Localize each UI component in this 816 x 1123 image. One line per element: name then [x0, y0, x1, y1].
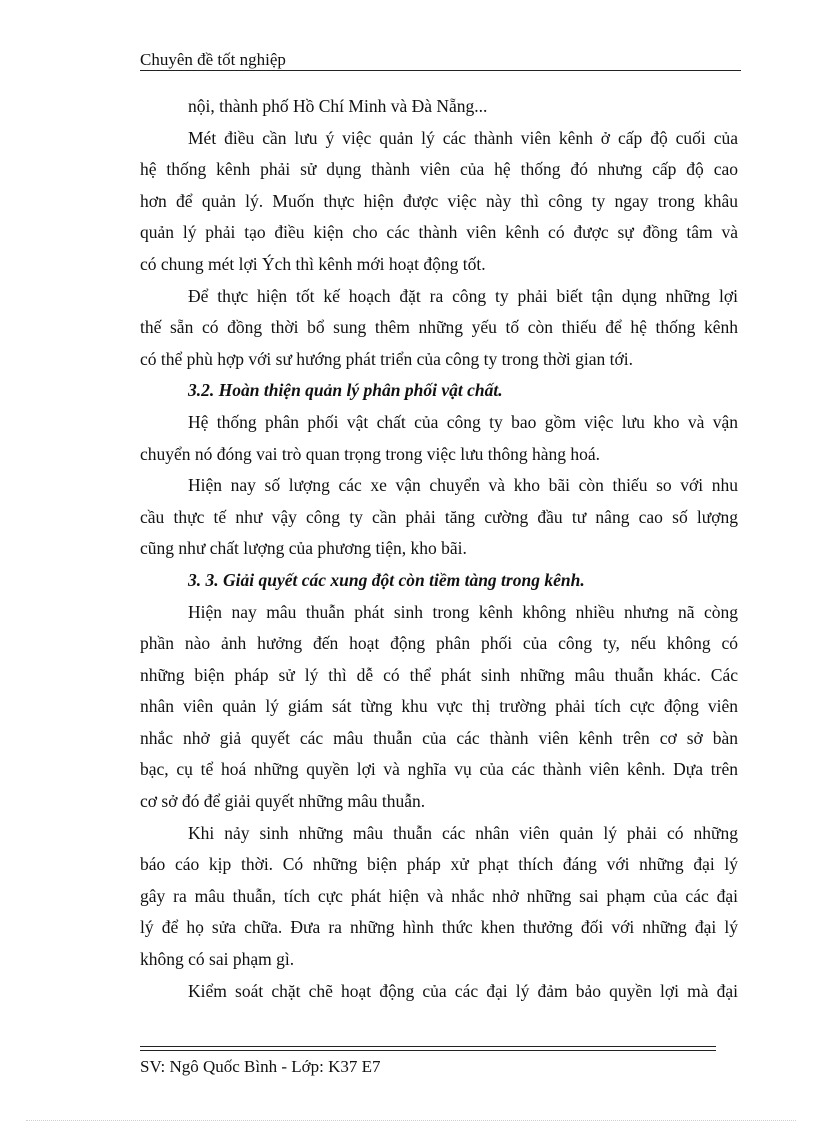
text-line: quản lý phải tạo điều kiện cho các thành viên kênh có được sự đồng tâm và — [140, 222, 738, 243]
text-line: nhắc nhở giả quyết các mâu thuẫn của các thành viên kênh trên cơ sở bàn — [140, 727, 738, 748]
text-line: phần nào ảnh hưởng đến hoạt động phân phối của công ty, nếu không có — [140, 633, 738, 654]
page-footer: SV: Ngô Quốc Bình - Lớp: K37 E7 — [140, 1057, 381, 1076]
page-edge — [26, 1120, 796, 1121]
text-line: Kiểm soát chặt chẽ hoạt động của các đại lý đảm bảo quyền lợi mà đại — [188, 980, 738, 1001]
text-line: những biện pháp sử lý thì dễ có thể phát sinh những mâu thuẫn khác. Các — [140, 664, 738, 685]
text-line: nội, thành phố Hồ Chí Minh và Đà Nẵng... — [188, 96, 488, 116]
page-header-title: Chuyên đề tốt nghiệp — [140, 50, 286, 69]
footer-divider — [140, 1050, 716, 1051]
text-line: cũng như chất lượng của phương tiện, kho bãi. — [140, 538, 467, 559]
text-line: có chung mét lợi Ých thì kênh mới hoạt động tốt. — [140, 253, 486, 274]
text-line: Hiện nay số lượng các xe vận chuyển và kho bãi còn thiếu so với nhu — [188, 475, 738, 496]
footer-divider — [140, 1046, 716, 1047]
text-line: gây ra mâu thuẫn, tích cực phát hiện và nhắc nhở những sai phạm của các đại — [140, 885, 738, 906]
text-line: có thể phù hợp với sư hướng phát triển của công ty trong thời gian tới. — [140, 348, 633, 369]
text-line: hệ thống kênh phải sử dụng thành viên của hệ thống đó nhưng cấp độ cao — [140, 159, 738, 180]
header-divider — [140, 70, 741, 71]
text-line: Mét điều cần lưu ý việc quản lý các thành viên kênh ở cấp độ cuối của — [188, 127, 738, 148]
text-line: bạc, cụ tể hoá những quyền lợi và nghĩa vụ của các thành viên kênh. Dựa trên — [140, 759, 738, 780]
text-line: lý để họ sửa chữa. Đưa ra những hình thức khen thưởng đối với những đại lý — [140, 917, 738, 938]
text-line: cầu thực tế như vậy công ty cần phải tăng cường đầu tư nâng cao số lượng — [140, 506, 738, 527]
text-line: nhân viên quản lý giám sát từng khu vực thị trường phải tích cực động viên — [140, 696, 738, 717]
text-line: hơn để quản lý. Muốn thực hiện được việc này thì công ty ngay trong khâu — [140, 190, 738, 211]
text-line: không có sai phạm gì. — [140, 949, 295, 970]
text-line: báo cáo kịp thời. Có những biện pháp xử phạt thích đáng với những đại lý — [140, 854, 738, 875]
section-heading: 3. 3. Giải quyết các xung đột còn tiềm tàng trong kênh. — [188, 569, 585, 590]
text-line: chuyển nó đóng vai trò quan trọng trong việc lưu thông hàng hoá. — [140, 443, 601, 464]
text-line: Hiện nay mâu thuẫn phát sinh trong kênh không nhiều nhưng nã còng — [188, 601, 738, 622]
text-line: Hệ thống phân phối vật chất của công ty bao gồm việc lưu kho và vận — [188, 411, 738, 432]
text-line: thế sẵn có đồng thời bổ sung thêm những yếu tố còn thiếu để hệ thống kênh — [140, 317, 738, 338]
document-body — [140, 91, 738, 1007]
section-heading: 3.2. Hoàn thiện quản lý phân phối vật chất. — [188, 380, 503, 401]
text-line: Để thực hiện tốt kế hoạch đặt ra công ty phải biết tận dụng những lợi — [188, 285, 738, 306]
text-line: cơ sở đó để giải quyết những mâu thuẫn. — [140, 791, 426, 812]
text-line: Khi nảy sinh những mâu thuẫn các nhân viên quản lý phải có những — [188, 822, 738, 843]
